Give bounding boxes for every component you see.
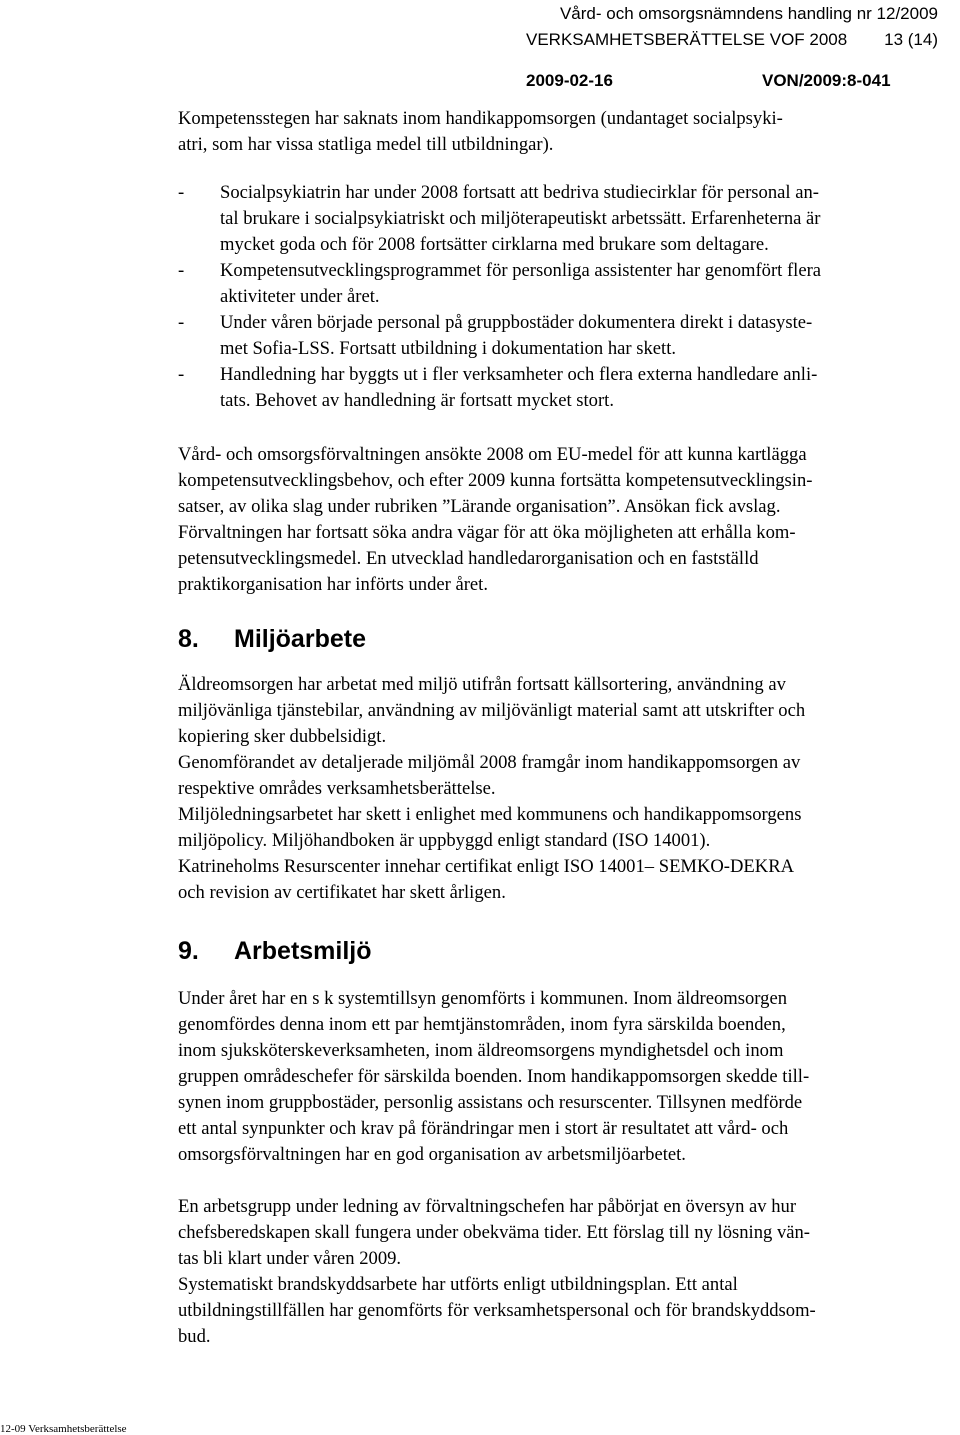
work-environment-paragraph-1 [178,986,940,1168]
text-line: genomfördes denna inom ett par hemtjänstområden, inom fyra särskilda boenden, [178,1014,786,1035]
dash-bullet: - [178,312,185,333]
text-line: gruppen områdeschefer för särskilda boenden. Inom handikappomsorgen skedde till- [178,1066,810,1087]
text-line: ett antal synpunkter och krav på förändringar men i stort är resultatet att vård- och [178,1118,789,1139]
dash-bullet: - [178,182,185,203]
text-line: synen inom gruppbostäder, personlig assistans och resurscenter. Tillsynen medförde [178,1092,803,1113]
text-line: kopiering sker dubbelsidigt. [178,726,387,747]
text-line: chefsberedskapen skall fungera under obekväma tider. Ett förslag till ny lösning vän- [178,1222,810,1243]
text-line: tats. Behovet av handledning är fortsatt mycket stort. [220,390,614,411]
text-line: atri, som har vissa statliga medel till utbildningar). [178,134,554,155]
text-line: Vård- och omsorgsförvaltningen ansökte 2008 om EU-medel för att kunna kartlägga [178,444,807,465]
environment-paragraph [178,672,940,906]
text-line: tal brukare i socialpsykiatriskt och miljöterapeutiskt arbetssätt. Erfarenheterna är [220,208,821,229]
header-report-title: VERKSAMHETSBERÄTTELSE VOF 2008 [526,30,848,49]
text-line: miljövänliga tjänstebilar, användning av miljövänligt material samt att utskrifter och [178,700,806,721]
list-item [178,310,940,362]
text-line: met Sofia-LSS. Fortsatt utbildning i dokumentation har skett. [220,338,677,359]
text-line: bud. [178,1326,211,1347]
text-line: utbildningstillfällen har genomförts för verksamhetspersonal och för brandskyddsom- [178,1300,816,1321]
list-item [178,180,940,258]
text-line: och revision av certifikatet har skett årligen. [178,882,506,903]
section-title: Arbetsmiljö [234,937,372,965]
text-line: En arbetsgrupp under ledning av förvaltningschefen har påbörjat en översyn av hur [178,1196,797,1217]
text-line: mycket goda och för 2008 fortsätter cirklarna med brukare som deltagare. [220,234,769,255]
header-page-number: 13 (14) [884,30,938,49]
document-body [178,106,940,1350]
text-line: Under våren började personal på gruppbostäder dokumentera direkt i datasyste- [220,312,813,333]
text-line: kompetensutvecklingsbehov, och efter 2009 kunna fortsätta kompetensutvecklingsin- [178,470,813,491]
work-environment-paragraph-2 [178,1194,940,1350]
text-line: Under året har en s k systemtillsyn genomförts i kommunen. Inom äldreomsorgen [178,988,787,1009]
dash-bullet: - [178,364,185,385]
header-reference: VON/2009:8-041 [762,71,891,90]
text-line: petensutvecklingsmedel. En utvecklad handledarorganisation och en fastställd [178,548,759,569]
text-line: satser, av olika slag under rubriken ”Lärande organisation”. Ansökan fick avslag. [178,496,781,517]
section-number: 8. [178,625,199,653]
text-line: aktiviteter under året. [220,286,380,307]
page-header [0,0,960,100]
text-line: tas bli klart under våren 2009. [178,1248,402,1269]
section-number: 9. [178,937,199,965]
text-line: Genomförandet av detaljerade miljömål 2008 framgår inom handikappomsorgen av [178,752,801,773]
intro-paragraph [178,106,940,158]
list-item [178,258,940,310]
dash-bullet: - [178,260,185,281]
list-item [178,362,940,414]
header-date: 2009-02-16 [526,71,613,90]
section-title: Miljöarbete [234,625,366,653]
text-line: Kompetensstegen har saknats inom handikappomsorgen (undantaget socialpsyki- [178,108,783,129]
text-line: praktikorganisation har införts under året. [178,574,488,595]
text-line: miljöpolicy. Miljöhandboken är uppbyggd enligt standard (ISO 14001). [178,830,711,851]
text-line: Miljöledningsarbetet har skett i enlighet med kommunens och handikappomsorgens [178,804,802,825]
text-line: Handledning har byggts ut i fler verksamheter och flera externa handledare anli- [220,364,818,385]
section-heading-environment [178,624,940,654]
text-line: respektive områdes verksamhetsberättelse. [178,778,496,799]
dash-list [178,180,940,414]
text-line: Kompetensutvecklingsprogrammet för personliga assistenter har genomfört flera [220,260,822,281]
text-line: Äldreomsorgen har arbetat med miljö utifrån fortsatt källsortering, användning av [178,674,786,695]
text-line: Socialpsykiatrin har under 2008 fortsatt att bedriva studiecirklar för personal an- [220,182,819,203]
text-line: Förvaltningen har fortsatt söka andra vägar för att öka möjligheten att erhålla kom- [178,522,796,543]
text-line: inom sjuksköterskeverksamheten, inom äldreomsorgens myndighetsdel och inom [178,1040,784,1061]
text-line: Katrineholms Resurscenter innehar certifikat enligt ISO 14001– SEMKO-DEKRA [178,856,795,877]
eu-funding-paragraph [178,442,940,598]
header-committee-handling: Vård- och omsorgsnämndens handling nr 12/2009 [559,4,938,23]
text-line: Systematiskt brandskyddsarbete har utförts enligt utbildningsplan. Ett antal [178,1274,738,1295]
text-line: omsorgsförvaltningen har en god organisation av arbetsmiljöarbetet. [178,1144,686,1165]
page-footer: 12-09 Verksamhetsberättelse [0,1423,127,1435]
section-heading-work-environment [178,936,940,966]
